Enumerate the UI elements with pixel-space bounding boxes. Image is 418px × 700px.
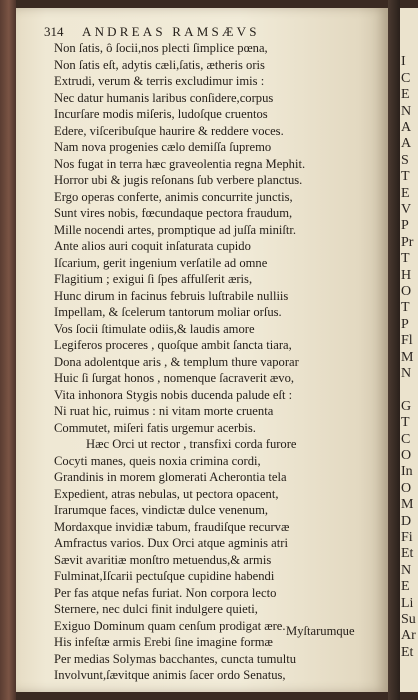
text-line: Fulminat,Iſcarii pectuſque cupidine habendi [54,569,275,583]
facing-page-letter: H [401,267,412,283]
text-line: Non ſatis eſt, adytis cæli,ſatis, ætheris oris [54,57,265,72]
text-line: Legiferos proceres , quoſque ambit ſancta tiara, [54,338,292,352]
text-line: Nam nova progenies cælo demiſſa ſupremo [54,140,272,154]
text-line: Mordaxque invidiæ tabum, fraudiſque recurvæ [54,519,290,534]
text-line: Vita inhonora Stygis nobis ducenda palude eſt : [54,387,293,402]
facing-page-letter: E [401,185,410,201]
facing-page-letter: E [401,579,410,595]
text-line: Cocyti manes, queis noxia crimina cordi, [54,453,261,468]
text-line: Huic ſi ſurgat honos , nomenque ſacraverit ævo, [54,371,295,385]
facing-page-letter: A [401,136,412,152]
facing-page-letter: O [401,284,412,299]
facing-page-letter: N [401,366,412,381]
facing-page-letter: Pr [401,234,414,250]
facing-page-letter: T [401,415,410,431]
facing-page-letter: O [401,448,412,463]
text-line: Sternere, nec dulci finit indulgere quieti, [54,602,258,616]
facing-page-edge [400,8,418,692]
text-line: Incurſare modis miſeris, ludoſque cruentos [54,107,268,121]
facing-page-letter: T [401,169,410,185]
facing-page-letter: A [401,120,412,135]
running-title: ANDREAS RAMSÆVS [82,24,260,39]
facing-page-letter: M [401,497,414,513]
facing-page-letter: Et [401,546,414,562]
facing-page-letter: Su [401,612,416,627]
catchword: Myſtarumque [286,624,355,638]
facing-page-letter: D [401,513,412,529]
facing-page-letter: Fl [401,333,413,349]
facing-page-letter: P [401,218,409,234]
text-line: Iſcarium, gerit ingenium verſatile ad omne [54,255,268,270]
facing-page-letter: C [401,70,411,86]
book-binding-left [0,0,16,700]
text-line: Ni ruat hic, ruimus : ni vitam morte cruenta [54,404,274,418]
facing-page-letter: Fi [401,530,413,545]
text-line: Edere, viſceribuſque haurire & reddere voces. [54,123,284,138]
poem-text-block [54,40,388,684]
page-header [44,24,344,40]
text-line: Flagitium ; exigui ſi ſpes affulſerit æris, [54,272,253,286]
facing-page-letter: O [401,480,412,496]
facing-page-letter: E [401,87,410,103]
text-line: Involvunt,ſævitque animis ſacer ordo Senatus, [54,668,286,682]
text-line: Hæc Orci ut rector , transfixi corda furore [86,437,297,451]
text-line: Sævit avaritiæ monſtro metuendus,& armis [54,552,272,567]
text-line: Dona adolentque aris , & templum thure vaporar [54,354,299,369]
facing-page-letter: S [401,152,409,168]
facing-page-letter: M [401,349,414,365]
text-line: Ante alios auri coquit inſaturata cupido [54,239,251,253]
text-line: Extrudi, verum & terris excludimur imis : [54,74,265,88]
facing-page-letter: T [401,300,410,316]
text-line: His infeſtæ armis Erebi ſine imagine formæ [54,635,273,649]
facing-page-letter: Ar [401,628,416,644]
text-line: Horror ubi & jugis reſonans ſub verbere planctus. [54,173,303,187]
facing-page-letter: C [401,431,411,447]
text-line: Hunc dirum in facinus februis luſtrabile nulliis [54,288,289,303]
facing-page-letter: T [401,251,410,267]
text-line: Vos ſocii ſtimulate odiis,& laudis amore [54,321,255,336]
facing-page-letter: N [401,562,412,578]
text-line: Expedient, atras nebulas, ut pectora opacent, [54,486,279,501]
facing-page-letter: In [401,464,413,480]
text-line: Irarumque faces, vindictæ dulce venenum, [54,503,269,517]
text-line: Non ſatis, ô ſocii,nos plecti ſimplice pœna, [54,41,268,55]
text-line: Nec datur humanis laribus conſidere,corpus [54,90,274,105]
text-line: Commutet, miſeri fatis urgemur acerbis. [54,420,256,435]
page-number: 314 [44,24,64,39]
text-line: Per medias Solymas bacchantes, cuncta tumultu [54,651,297,666]
text-line: Impellam, & ſcelerum tantorum moliar orſus. [54,305,282,319]
text-line: Sunt vires nobis, fœcundaque pectora fraudum, [54,206,293,220]
facing-page-letter: N [401,103,412,119]
facing-page-letter: P [401,316,409,332]
text-line: Ergo operas conferte, animis concurrite junctis, [54,189,293,204]
text-line: Exiguo Dominum quam cenſum prodigat ære. [54,618,286,633]
text-line: Nos fugat in terra hæc graveolentia regna Mephit. [54,156,306,171]
book-gutter [388,0,400,700]
facing-page-letter: I [401,54,406,70]
facing-page-letter: G [401,398,412,414]
text-line: Mille nocendi artes, promptique ad juſſa miniſtr. [54,222,297,237]
facing-page-letter: Et [401,644,414,660]
text-line: Per fas atque nefas furiat. Non corpora lecto [54,585,277,600]
facing-page-letter: V [401,202,412,217]
facing-page-letter: Li [401,595,414,611]
text-line: Grandinis in morem glomerati Acherontia tela [54,470,287,484]
text-line: Amfractus varios. Dux Orci atque agminis atri [54,536,288,550]
